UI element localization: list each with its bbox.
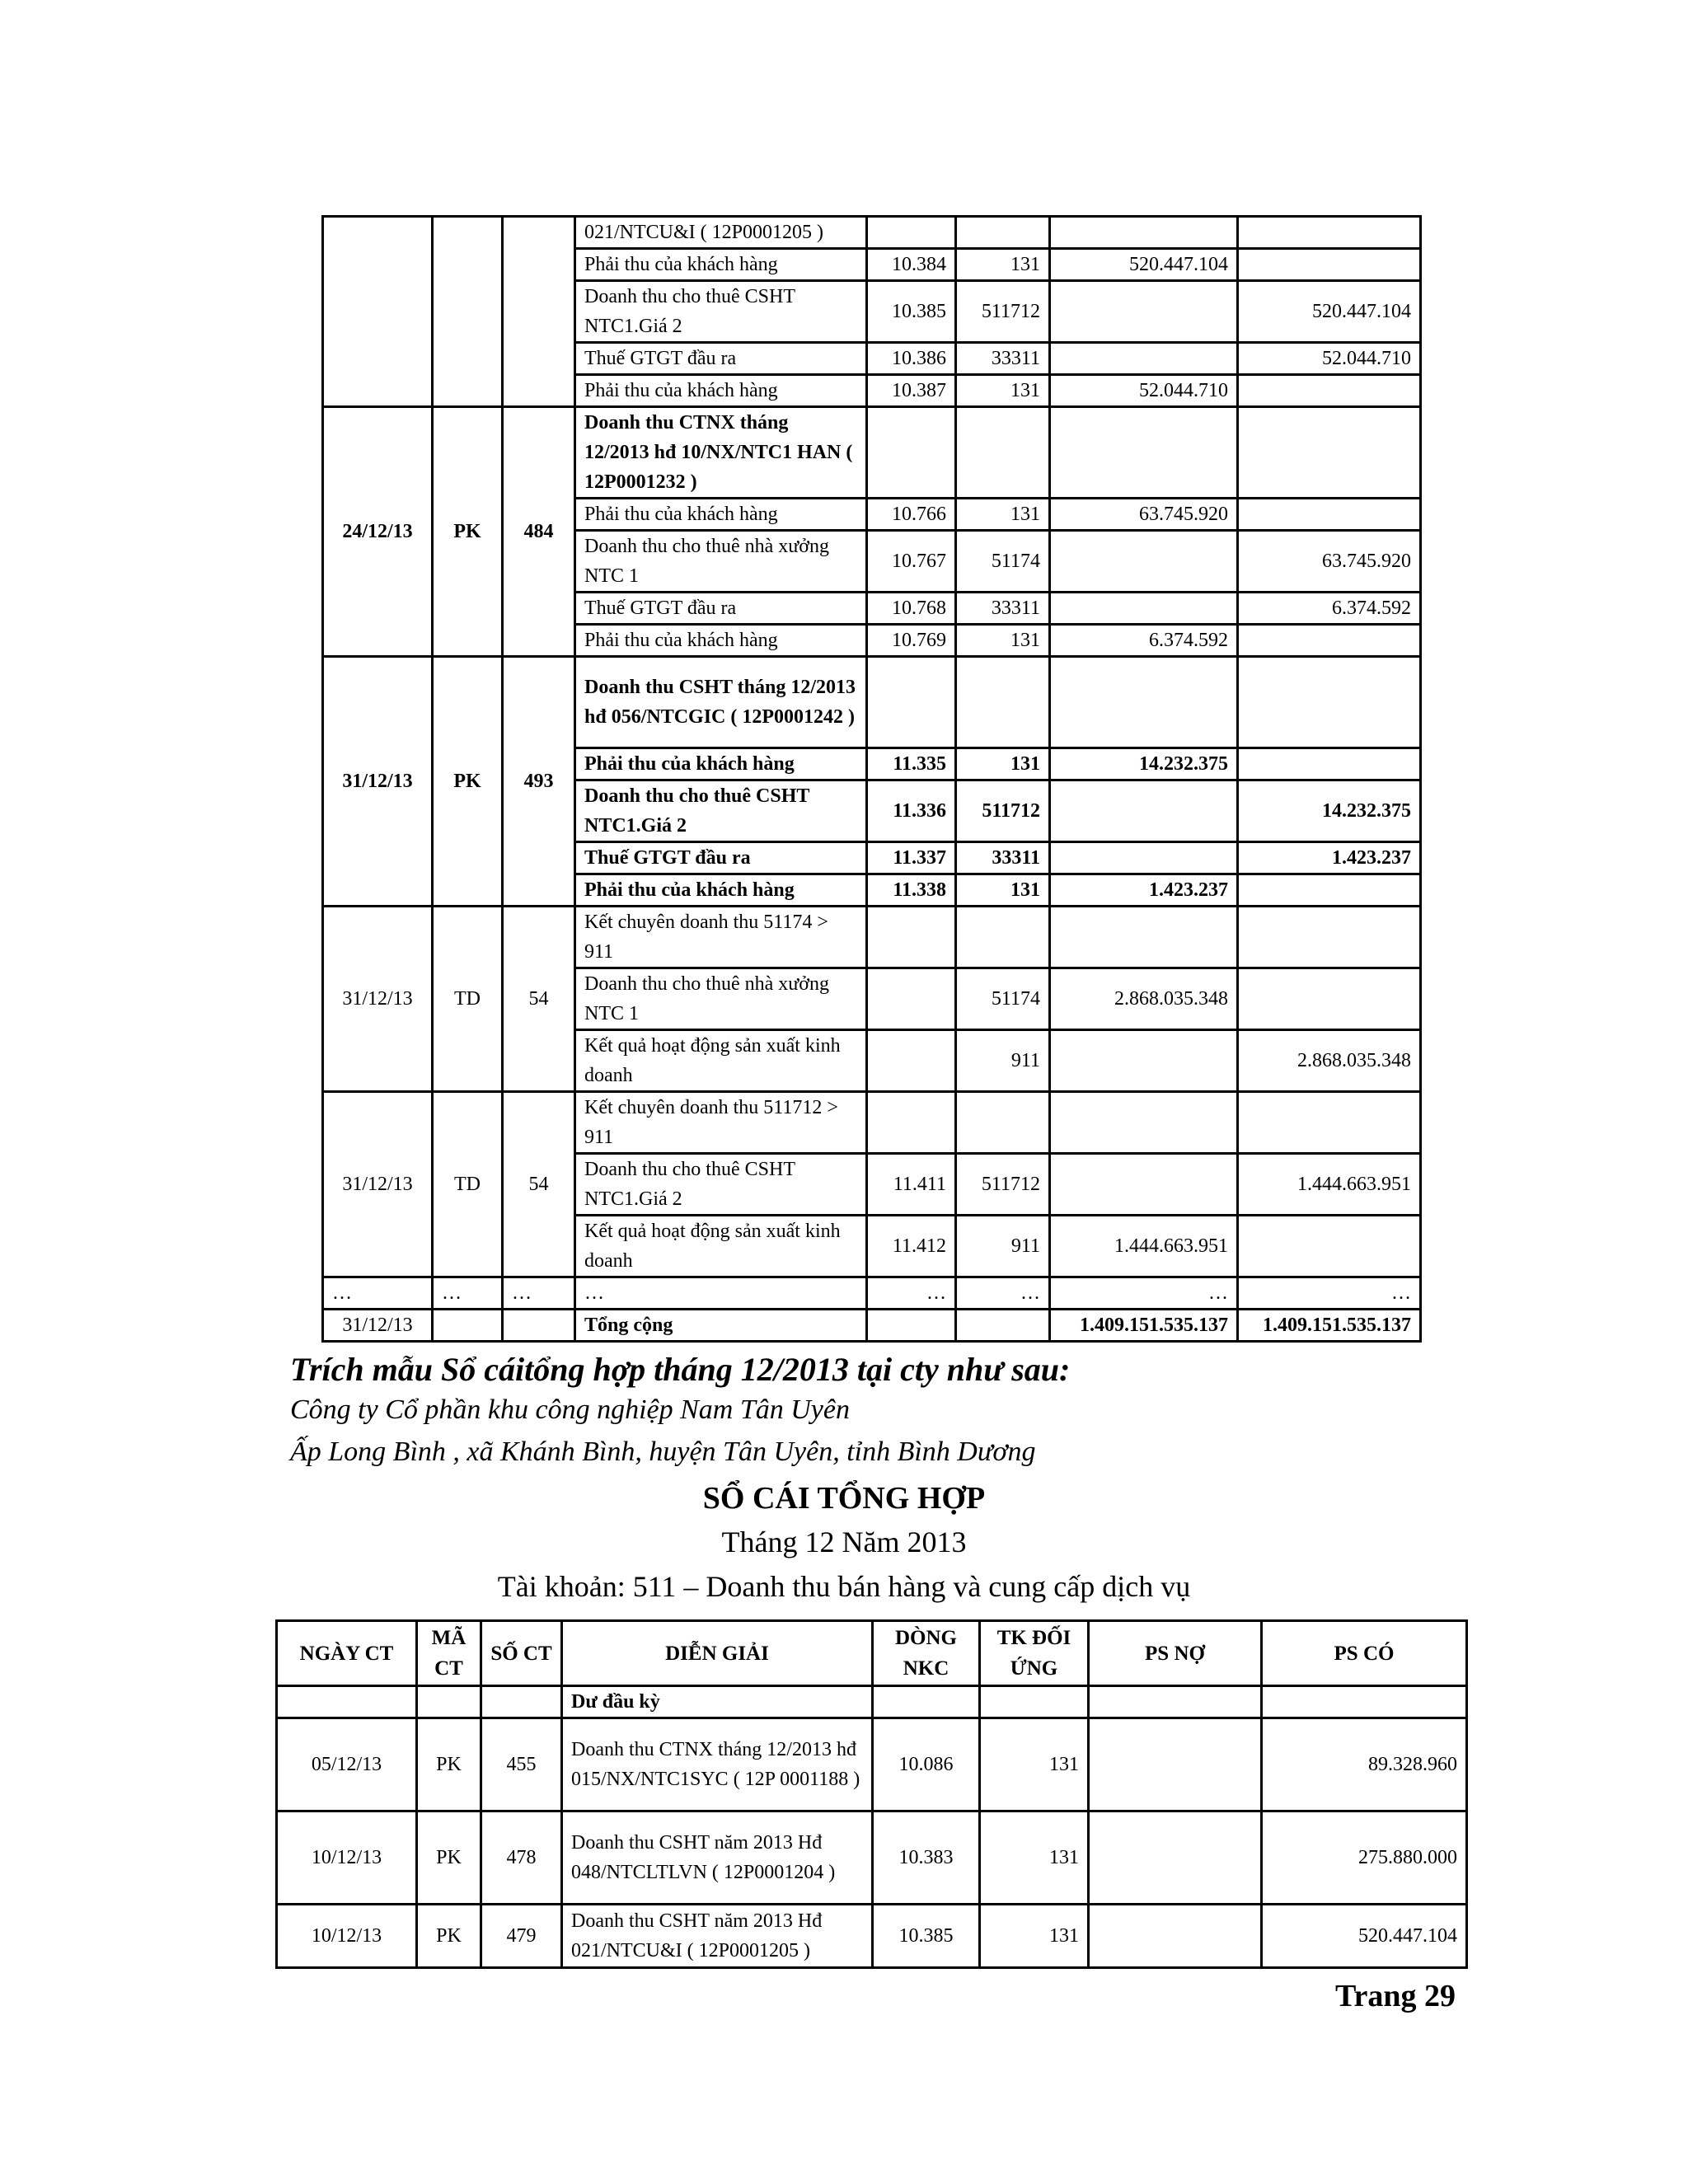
account-cell: 33311 xyxy=(956,842,1050,874)
opening-balance-row xyxy=(277,1686,1467,1718)
ellipsis-cell: … xyxy=(956,1277,1050,1310)
empty-cell xyxy=(417,1686,481,1718)
credit-cell: 2.868.035.348 xyxy=(1238,1030,1421,1092)
ellipsis-cell: … xyxy=(575,1277,867,1310)
ellipsis-cell: … xyxy=(323,1277,433,1310)
date-cell: 31/12/13 xyxy=(323,1092,433,1277)
debit-cell xyxy=(1050,217,1238,249)
credit-cell: 63.745.920 xyxy=(1238,531,1421,593)
ledger-title: SỔ CÁI TỔNG HỢP xyxy=(702,1481,986,1516)
account-cell: 131 xyxy=(980,1905,1089,1968)
credit-cell: 14.232.375 xyxy=(1238,780,1421,842)
ledger-row xyxy=(277,1811,1467,1905)
account-cell: 131 xyxy=(956,249,1050,281)
debit-cell xyxy=(1050,407,1238,499)
credit-cell: 89.328.960 xyxy=(1262,1718,1467,1811)
account-cell xyxy=(956,657,1050,748)
ledger-account: Tài khoản: 511 – Doanh thu bán hàng và cung cấp dịch vụ xyxy=(497,1570,1191,1603)
nkc-cell: 11.336 xyxy=(867,780,956,842)
description-cell: 021/NTCU&I ( 12P0001205 ) xyxy=(575,217,867,249)
description-cell: Doanh thu cho thuê CSHT NTC1.Giá 2 xyxy=(575,281,867,343)
description-cell: Kết chuyên doanh thu 511712 > 911 xyxy=(575,1092,867,1154)
credit-cell xyxy=(1238,625,1421,657)
date-cell: 10/12/13 xyxy=(277,1905,417,1968)
description-cell: Doanh thu cho thuê CSHT NTC1.Giá 2 xyxy=(575,780,867,842)
header-debit: PS NỢ xyxy=(1089,1621,1262,1686)
nkc-cell: 10.385 xyxy=(873,1905,980,1968)
debit-cell: 63.745.920 xyxy=(1050,499,1238,531)
ellipsis-cell: … xyxy=(1050,1277,1238,1310)
number-cell: 455 xyxy=(481,1718,562,1811)
number-cell: 484 xyxy=(503,407,575,657)
account-cell: 131 xyxy=(956,375,1050,407)
total-label: Tổng cộng xyxy=(575,1310,867,1342)
debit-cell xyxy=(1050,657,1238,748)
empty-cell xyxy=(277,1686,417,1718)
page-number: Trang 29 xyxy=(1335,1979,1456,2013)
ellipsis-cell: … xyxy=(433,1277,503,1310)
credit-cell xyxy=(1238,748,1421,780)
empty-cell xyxy=(956,1310,1050,1342)
account-cell: 51174 xyxy=(956,968,1050,1030)
description-cell: Doanh thu CSHT năm 2013 Hđ 048/NTCLTLVN ( 12P0001204 ) xyxy=(562,1811,873,1905)
debit-cell xyxy=(1050,281,1238,343)
type-cell xyxy=(433,217,503,407)
ledger-header-row xyxy=(277,1621,1467,1686)
header-nkc: DÒNG NKC xyxy=(873,1621,980,1686)
account-cell: 131 xyxy=(980,1811,1089,1905)
account-cell: 511712 xyxy=(956,780,1050,842)
nkc-cell xyxy=(867,217,956,249)
date-cell: 24/12/13 xyxy=(323,407,433,657)
total-credit: 1.409.151.535.137 xyxy=(1238,1310,1421,1342)
type-cell: TD xyxy=(433,907,503,1092)
account-cell: 131 xyxy=(956,748,1050,780)
credit-cell xyxy=(1238,375,1421,407)
ledger-period: Tháng 12 Năm 2013 xyxy=(721,1526,967,1558)
ellipsis-cell: … xyxy=(867,1277,956,1310)
nkc-cell: 11.335 xyxy=(867,748,956,780)
date-cell: 05/12/13 xyxy=(277,1718,417,1811)
ledger-row xyxy=(277,1905,1467,1968)
description-cell: Thuế GTGT đầu ra xyxy=(575,842,867,874)
description-cell: Doanh thu CSHT tháng 12/2013 hđ 056/NTCGIC ( 12P0001242 ) xyxy=(575,657,867,748)
debit-cell xyxy=(1050,907,1238,968)
debit-cell: 520.447.104 xyxy=(1050,249,1238,281)
empty-cell xyxy=(1262,1686,1467,1718)
nkc-cell: 10.385 xyxy=(867,281,956,343)
header-date: NGÀY CT xyxy=(277,1621,417,1686)
account-cell: 511712 xyxy=(956,1154,1050,1216)
empty-cell xyxy=(867,1310,956,1342)
account-cell: 511712 xyxy=(956,281,1050,343)
nkc-cell xyxy=(867,657,956,748)
credit-cell xyxy=(1238,217,1421,249)
type-cell: PK xyxy=(433,407,503,657)
opening-balance-label: Dư đầu kỳ xyxy=(562,1686,873,1718)
account-cell xyxy=(956,407,1050,499)
debit-cell: 14.232.375 xyxy=(1050,748,1238,780)
number-cell: 54 xyxy=(503,907,575,1092)
debit-cell xyxy=(1050,593,1238,625)
debit-cell: 52.044.710 xyxy=(1050,375,1238,407)
description-cell: Thuế GTGT đầu ra xyxy=(575,593,867,625)
nkc-cell xyxy=(867,968,956,1030)
account-cell xyxy=(956,907,1050,968)
number-cell: 54 xyxy=(503,1092,575,1277)
account-cell: 51174 xyxy=(956,531,1050,593)
account-cell: 131 xyxy=(956,874,1050,907)
credit-cell xyxy=(1238,1216,1421,1277)
description-cell: Doanh thu cho thuê CSHT NTC1.Giá 2 xyxy=(575,1154,867,1216)
debit-cell xyxy=(1050,780,1238,842)
account-cell: 131 xyxy=(956,625,1050,657)
description-cell: Doanh thu cho thuê nhà xưởng NTC 1 xyxy=(575,968,867,1030)
header-type: MÃ CT xyxy=(417,1621,481,1686)
account-cell: 33311 xyxy=(956,593,1050,625)
empty-cell xyxy=(503,1310,575,1342)
empty-cell xyxy=(481,1686,562,1718)
description-cell: Phải thu của khách hàng xyxy=(575,249,867,281)
nkc-cell: 10.387 xyxy=(867,375,956,407)
ledger-row xyxy=(277,1718,1467,1811)
nkc-cell xyxy=(867,1030,956,1092)
empty-cell xyxy=(433,1310,503,1342)
ellipsis-row xyxy=(323,1277,1421,1310)
description-cell: Doanh thu CTNX tháng 12/2013 hđ 015/NX/NTC1SYC ( 12P 0001188 ) xyxy=(562,1718,873,1811)
debit-cell: 2.868.035.348 xyxy=(1050,968,1238,1030)
nkc-cell xyxy=(867,1092,956,1154)
debit-cell: 1.444.663.951 xyxy=(1050,1216,1238,1277)
nkc-cell: 10.386 xyxy=(867,343,956,375)
nkc-cell xyxy=(867,907,956,968)
type-cell: PK xyxy=(417,1905,481,1968)
type-cell: TD xyxy=(433,1092,503,1277)
journal-row xyxy=(323,907,1421,968)
debit-cell xyxy=(1089,1811,1262,1905)
total-date: 31/12/13 xyxy=(323,1310,433,1342)
date-cell: 10/12/13 xyxy=(277,1811,417,1905)
credit-cell: 520.447.104 xyxy=(1262,1905,1467,1968)
nkc-cell: 10.383 xyxy=(873,1811,980,1905)
credit-cell: 52.044.710 xyxy=(1238,343,1421,375)
description-cell: Phải thu của khách hàng xyxy=(575,625,867,657)
account-cell: 131 xyxy=(980,1718,1089,1811)
credit-cell: 1.423.237 xyxy=(1238,842,1421,874)
nkc-cell: 10.768 xyxy=(867,593,956,625)
debit-cell xyxy=(1050,531,1238,593)
description-cell: Phải thu của khách hàng xyxy=(575,874,867,907)
nkc-cell: 10.384 xyxy=(867,249,956,281)
ellipsis-cell: … xyxy=(503,1277,575,1310)
description-cell: Phải thu của khách hàng xyxy=(575,499,867,531)
debit-cell xyxy=(1050,343,1238,375)
account-cell xyxy=(956,217,1050,249)
header-description: DIỄN GIẢI xyxy=(562,1621,873,1686)
date-cell: 31/12/13 xyxy=(323,907,433,1092)
empty-cell xyxy=(980,1686,1089,1718)
nkc-cell: 10.767 xyxy=(867,531,956,593)
section-heading: Trích mẫu Sổ cáitổng hợp tháng 12/2013 tại cty như sau: xyxy=(290,1351,1071,1388)
debit-cell: 6.374.592 xyxy=(1050,625,1238,657)
total-row xyxy=(323,1310,1421,1342)
header-credit: PS CÓ xyxy=(1262,1621,1467,1686)
credit-cell: 1.444.663.951 xyxy=(1238,1154,1421,1216)
debit-cell xyxy=(1050,1092,1238,1154)
nkc-cell: 11.412 xyxy=(867,1216,956,1277)
journal-row xyxy=(323,1092,1421,1154)
account-cell: 131 xyxy=(956,499,1050,531)
debit-cell xyxy=(1089,1905,1262,1968)
credit-cell xyxy=(1238,907,1421,968)
type-cell: PK xyxy=(433,657,503,907)
nkc-cell xyxy=(867,407,956,499)
empty-cell xyxy=(1089,1686,1262,1718)
credit-cell: 6.374.592 xyxy=(1238,593,1421,625)
number-cell: 493 xyxy=(503,657,575,907)
ledger-table xyxy=(275,1619,1468,1969)
nkc-cell: 11.338 xyxy=(867,874,956,907)
header-account: TK ĐỐI ỨNG xyxy=(980,1621,1089,1686)
nkc-cell: 10.769 xyxy=(867,625,956,657)
journal-row xyxy=(323,217,1421,249)
account-cell: 911 xyxy=(956,1216,1050,1277)
company-name: Công ty Cổ phần khu công nghiệp Nam Tân Uyên xyxy=(290,1394,850,1425)
credit-cell xyxy=(1238,657,1421,748)
description-cell: Phải thu của khách hàng xyxy=(575,375,867,407)
header-number: SỐ CT xyxy=(481,1621,562,1686)
nkc-cell: 10.086 xyxy=(873,1718,980,1811)
nkc-cell: 11.337 xyxy=(867,842,956,874)
description-cell: Phải thu của khách hàng xyxy=(575,748,867,780)
credit-cell xyxy=(1238,874,1421,907)
description-cell: Kết quả hoạt động sản xuất kinh doanh xyxy=(575,1216,867,1277)
credit-cell xyxy=(1238,407,1421,499)
account-cell xyxy=(956,1092,1050,1154)
credit-cell: 520.447.104 xyxy=(1238,281,1421,343)
credit-cell: 275.880.000 xyxy=(1262,1811,1467,1905)
debit-cell xyxy=(1050,1154,1238,1216)
description-cell: Doanh thu cho thuê nhà xưởng NTC 1 xyxy=(575,531,867,593)
debit-cell: 1.423.237 xyxy=(1050,874,1238,907)
type-cell: PK xyxy=(417,1811,481,1905)
number-cell: 478 xyxy=(481,1811,562,1905)
ellipsis-cell: … xyxy=(1238,1277,1421,1310)
credit-cell xyxy=(1238,499,1421,531)
type-cell: PK xyxy=(417,1718,481,1811)
description-cell: Thuế GTGT đầu ra xyxy=(575,343,867,375)
nkc-cell: 11.411 xyxy=(867,1154,956,1216)
debit-cell xyxy=(1089,1718,1262,1811)
account-cell: 33311 xyxy=(956,343,1050,375)
description-cell: Doanh thu CTNX tháng 12/2013 hđ 10/NX/NTC1 HAN ( 12P0001232 ) xyxy=(575,407,867,499)
debit-cell xyxy=(1050,842,1238,874)
date-cell xyxy=(323,217,433,407)
nkc-cell: 10.766 xyxy=(867,499,956,531)
empty-cell xyxy=(873,1686,980,1718)
total-debit: 1.409.151.535.137 xyxy=(1050,1310,1238,1342)
credit-cell xyxy=(1238,249,1421,281)
date-cell: 31/12/13 xyxy=(323,657,433,907)
journal-row xyxy=(323,657,1421,748)
number-cell xyxy=(503,217,575,407)
description-cell: Kết quả hoạt động sản xuất kinh doanh xyxy=(575,1030,867,1092)
account-cell: 911 xyxy=(956,1030,1050,1092)
journal-row xyxy=(323,407,1421,499)
description-cell: Kết chuyên doanh thu 51174 > 911 xyxy=(575,907,867,968)
company-address: Ấp Long Bình , xã Khánh Bình, huyện Tân Uyên, tỉnh Bình Dương xyxy=(290,1436,1036,1467)
credit-cell xyxy=(1238,1092,1421,1154)
journal-table xyxy=(321,215,1422,1343)
credit-cell xyxy=(1238,968,1421,1030)
number-cell: 479 xyxy=(481,1905,562,1968)
description-cell: Doanh thu CSHT năm 2013 Hđ 021/NTCU&I ( 12P0001205 ) xyxy=(562,1905,873,1968)
debit-cell xyxy=(1050,1030,1238,1092)
